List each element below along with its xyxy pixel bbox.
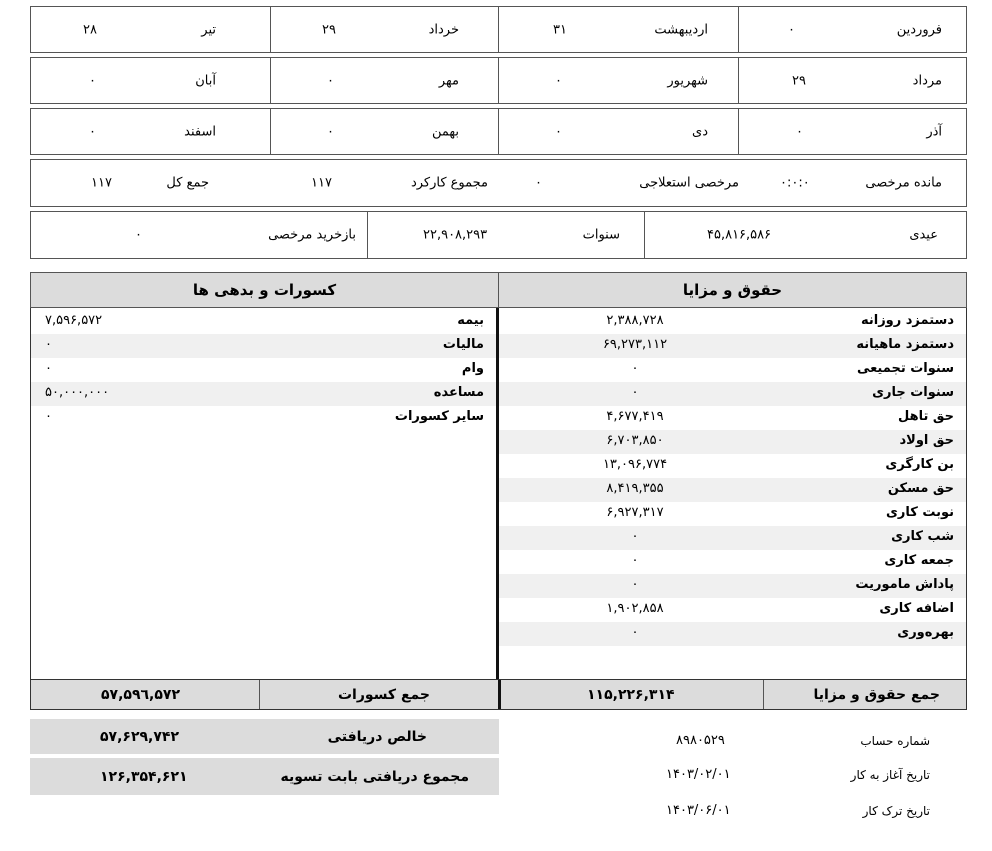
earnings-row <box>499 622 966 646</box>
earnings-item-label: بن کارگری <box>885 457 954 472</box>
leave-remaining-label: مانده مرخصی <box>865 175 942 191</box>
month-label: آبان <box>195 73 216 88</box>
months-row-2 <box>30 57 967 104</box>
month-label: دی <box>692 124 708 139</box>
work-summary-row <box>30 159 967 207</box>
earnings-item-label: نوبت کاری <box>885 505 954 520</box>
month-label: فروردین <box>896 22 942 37</box>
earnings-row <box>499 454 966 478</box>
end-date-value: ۱۴۰۳/۰۶/۰۱ <box>666 803 731 818</box>
earnings-item-value: ۶,۷۰۳,۸۵۰ <box>606 433 664 448</box>
deduction-item-value: ۰ <box>45 337 52 352</box>
month-value: ۰ <box>89 124 96 139</box>
net-pay-label: خالص دریافتی <box>327 728 427 745</box>
earnings-item-value: ۴,۶۷۷,۴۱۹ <box>606 409 664 424</box>
month-label: شهریور <box>667 73 708 88</box>
earnings-row <box>499 382 966 406</box>
deduction-item-value: ۰ <box>45 361 52 376</box>
earnings-row <box>499 478 966 502</box>
eidi-label: عیدی <box>909 227 938 243</box>
month-label: اسفند <box>184 124 216 139</box>
earnings-item-value: ۸,۴۱۹,۳۵۵ <box>606 481 664 496</box>
deduction-row <box>31 310 496 334</box>
earnings-item-label: حق تاهل <box>898 409 954 424</box>
leave-remaining-value: ۰:۰:۰ <box>780 175 810 191</box>
earnings-item-label: بهره‌وری <box>897 625 954 640</box>
settlement-row <box>30 758 499 795</box>
month-value: ۰ <box>327 124 334 139</box>
settlement-label: مجموع دریافتی بابت تسویه <box>280 768 469 785</box>
deductions-total-label: جمع کسورات <box>337 686 430 703</box>
sick-leave-label: مرخصی استعلاجی <box>639 175 739 191</box>
month-value: ۲۹ <box>322 22 336 37</box>
earnings-item-label: شب کاری <box>891 529 954 544</box>
earnings-item-value: ۰ <box>631 577 639 592</box>
leave-buyback-label: بازخرید مرخصی <box>268 227 356 243</box>
earnings-item-value: ۶,۹۲۷,۳۱۷ <box>606 505 664 520</box>
deduction-item-value: ۷,۵۹۶,۵۷۲ <box>45 313 103 328</box>
earnings-item-value: ۰ <box>631 529 639 544</box>
month-label: مهر <box>438 73 459 88</box>
earnings-item-value: ۶۹,۲۷۳,۱۱۲ <box>602 337 668 352</box>
deduction-item-label: بیمه <box>457 313 484 328</box>
month-label: مرداد <box>912 73 942 88</box>
deduction-row <box>31 382 496 406</box>
grand-total-value: ۱۱۷ <box>91 175 112 191</box>
deduction-row <box>31 406 496 430</box>
earnings-row <box>499 550 966 574</box>
earnings-item-value: ۱,۹۰۲,۸۵۸ <box>606 601 664 616</box>
earnings-title: حقوق و مزایا <box>498 272 967 308</box>
earnings-row <box>499 502 966 526</box>
work-total-value: ۱۱۷ <box>311 175 332 191</box>
earnings-item-value: ۲,۳۸۸,۷۲۸ <box>606 313 664 328</box>
deduction-item-value: ۵۰,۰۰۰,۰۰۰ <box>45 385 110 400</box>
start-date-value: ۱۴۰۳/۰۲/۰۱ <box>666 767 731 782</box>
deduction-row <box>31 358 496 382</box>
earnings-row <box>499 598 966 622</box>
earnings-item-label: پاداش ماموریت <box>855 577 954 592</box>
month-label: آذر <box>926 124 942 139</box>
account-number-value: ۸۹۸۰۵۲۹ <box>676 733 725 748</box>
earnings-row <box>499 430 966 454</box>
deduction-item-value: ۰ <box>45 409 52 424</box>
month-value: ۰ <box>555 73 562 88</box>
net-pay-row <box>30 719 499 754</box>
earnings-row <box>499 574 966 598</box>
sick-leave-value: ۰ <box>535 175 542 191</box>
earnings-item-value: ۰ <box>631 625 639 640</box>
month-value: ۰ <box>327 73 334 88</box>
earnings-item-label: جمعه کاری <box>884 553 954 568</box>
earnings-row <box>499 406 966 430</box>
leave-buyback-value: ۰ <box>135 227 142 243</box>
month-label: خرداد <box>428 22 459 37</box>
earnings-item-value: ۰ <box>631 361 639 376</box>
month-label: اردیبهشت <box>654 22 708 37</box>
month-label: تیر <box>201 22 216 37</box>
deduction-item-label: مساعده <box>433 385 484 400</box>
month-value: ۲۹ <box>792 73 806 88</box>
bonus-row <box>30 211 967 259</box>
month-label: بهمن <box>431 124 459 139</box>
sanavat-value: ۲۲,۹۰۸,۲۹۳ <box>423 227 488 243</box>
deductions-title: کسورات و بدهی ها <box>30 272 499 308</box>
earnings-row <box>499 310 966 334</box>
earnings-total-value: ۱۱۵,۲۲۶,۳۱۴ <box>587 686 675 703</box>
deductions-total-value: ۵۷,۵۹٦,۵۷۲ <box>101 686 180 703</box>
earnings-item-label: حق مسکن <box>887 481 954 496</box>
months-row-3 <box>30 108 967 155</box>
grand-total-label: جمع کل <box>166 175 209 191</box>
earnings-item-value: ۰ <box>631 385 639 400</box>
totals-row <box>30 679 967 710</box>
earnings-item-label: دستمزد ماهیانه <box>856 337 954 352</box>
month-value: ۰ <box>788 22 795 37</box>
earnings-panel <box>498 272 967 680</box>
sanavat-label: سنوات <box>582 227 620 243</box>
deductions-panel <box>30 272 499 680</box>
deduction-item-label: وام <box>461 361 484 376</box>
month-value: ۳۱ <box>553 22 567 37</box>
earnings-item-value: ۰ <box>631 553 639 568</box>
settlement-value: ۱۲۶,۳۵۴,۶۲۱ <box>100 768 188 785</box>
eidi-value: ۴۵,۸۱۶,۵۸۶ <box>707 227 772 243</box>
account-number-label: شماره حساب <box>860 734 930 748</box>
earnings-item-label: سنوات تجمیعی <box>856 361 954 376</box>
month-value: ۰ <box>555 124 562 139</box>
month-value: ۰ <box>796 124 803 139</box>
deduction-row <box>31 334 496 358</box>
net-pay-value: ۵۷,۶۲۹,۷۴۲ <box>100 728 179 745</box>
earnings-row <box>499 358 966 382</box>
earnings-item-value: ۱۳,۰۹۶,۷۷۴ <box>602 457 668 472</box>
month-value: ۲۸ <box>83 22 97 37</box>
months-row-1 <box>30 6 967 53</box>
earnings-item-label: سنوات جاری <box>872 385 954 400</box>
earnings-item-label: حق اولاد <box>899 433 954 448</box>
work-total-label: مجموع کارکرد <box>410 175 488 191</box>
start-date-label: تاریخ آغاز به کار <box>850 768 930 782</box>
earnings-total-label: جمع حقوق و مزایا <box>813 686 940 703</box>
month-value: ۰ <box>89 73 96 88</box>
earnings-item-label: دستمزد روزانه <box>860 313 954 328</box>
earnings-item-label: اضافه کاری <box>879 601 954 616</box>
deduction-item-label: مالیات <box>442 337 484 352</box>
earnings-row <box>499 334 966 358</box>
earnings-row <box>499 526 966 550</box>
deduction-item-label: سایر کسورات <box>394 409 484 424</box>
end-date-label: تاریخ ترک کار <box>862 804 930 818</box>
